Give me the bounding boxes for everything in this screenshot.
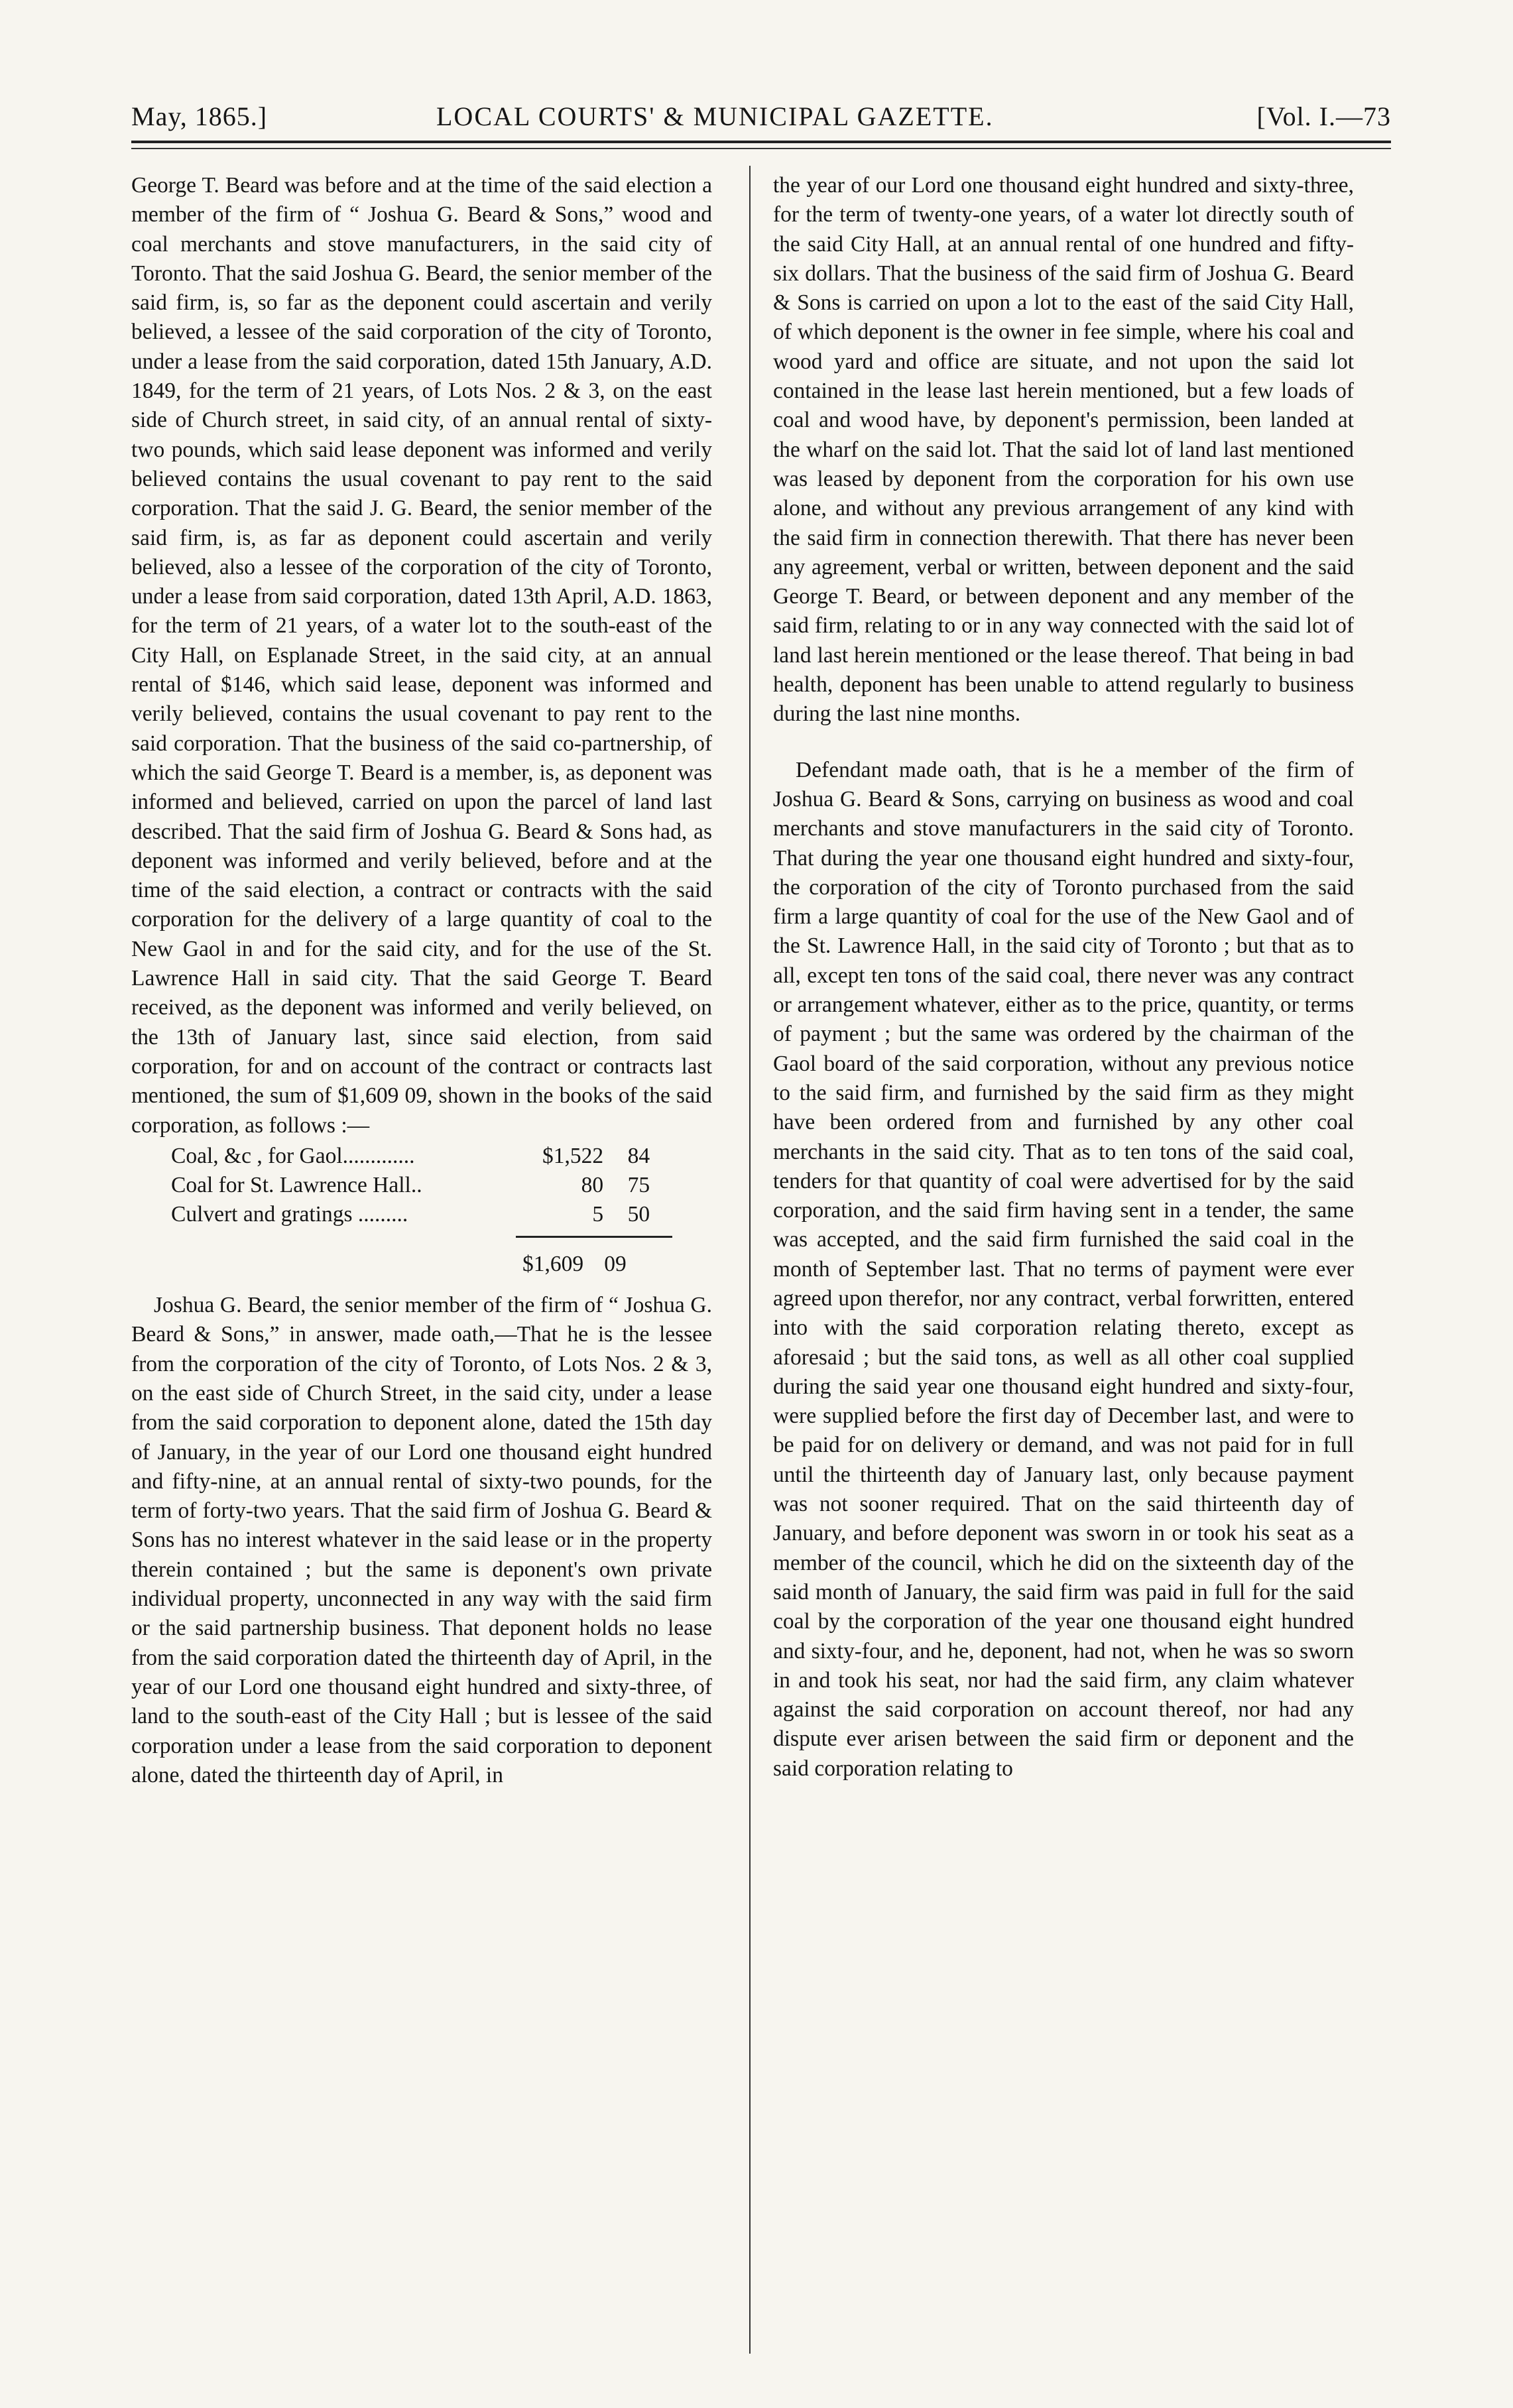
left-paragraph-2: Joshua G. Beard, the senior member of the firm of “ Joshua G. Beard & Sons,” in answer, made oath,—That he is the lessee from the corporation of the city of Toronto, of Lots Nos. 2 & 3, on the east side of Church Street, in the said city, under a lease from the said corporation to deponent alone, dated the 15th day of January, in the year of our Lord one thousand eight hundred and fifty-nine, at an annual rental of sixty-two pounds, for the term of forty-two years. That the said firm of Joshua G. Beard & Sons has no interest whatever in the said lease or in the property therein contained ; but the same is deponent's own private individual property, unconnected in any way with the said firm or the said partnership business. That deponent holds no lease from the said corporation dated the thirteenth day of April, in the year of our Lord one thousand eight hundred and sixty-three, of land to the south-east of the City Hall ; but is lessee of the said corporation under a lease from the said corporation to deponent alone, dated the thirteenth day of April, in	[131, 1293, 712, 1787]
sum-rule	[516, 1236, 672, 1238]
page-header	[131, 94, 1391, 147]
accounts-row	[171, 1171, 650, 1200]
left-paragraph-1: George T. Beard was before and at the time of the said election a member of the firm of “ Joshua G. Beard & Sons,” wood and coal merchants and stove manufacturers, in the said city of Toronto. That the said Joshua G. Beard, the senior member of the said firm, is, so far as the deponent could ascertain and verily believed, a lessee of the said corporation of the city of Toronto, under a lease from the said corporation, dated 15th January, A.D. 1849, for the term of 21 years, of Lots Nos. 2 & 3, on the east side of Church street, in said city, of an annual rental of sixty-two pounds, which said lease deponent was informed and verily believed contains the usual covenant to pay rent to the said corporation. That the said J. G. Beard, the senior member of the said firm, is, as far as deponent could ascertain and verily believed, also a lessee of the corporation of the city of Toronto, under a lease from said corporation, dated 13th April, A.D. 1863, for the term of 21 years, of a water lot to the south-east of the City Hall, on Esplanade Street, in the said city, at an annual rental of $146, which said lease, deponent was informed and verily believed, contains the usual covenant to pay rent to the said corporation. That the business of the said co-partnership, of which the said George T. Beard is a member, is, as deponent was informed and believed, carried on upon the parcel of land last described. That the said firm of Joshua G. Beard & Sons had, as deponent was informed and verily believed, before and at the time of the said election, a contract or contracts with the said corporation for the delivery of a large quantity of coal to the New Gaol in and for the said city, and for the use of the St. Lawrence Hall in said city. That the said George T. Beard received, as the deponent was informed and verily believed, on the 13th of January last, since said election, from said corporation, for and on account of the contract or contracts last mentioned, the sum of $1,609 09, shown in the books of the said corporation, as follows :—	[131, 173, 712, 1138]
header-date: May, 1865.]	[131, 101, 268, 131]
accounts-row	[171, 1142, 650, 1171]
right-paragraph-1: the year of our Lord one thousand eight hundred and sixty-three, for the term of twenty-one years, of a water lot directly south of the said City Hall, at an annual rental of one hundred and fifty-six dollars. That the business of the said firm of Joshua G. Beard & Sons is carried on upon a lot to the east of the said City Hall, of which deponent is the owner in fee simple, where his coal and wood yard and office are situate, and not upon the said lot contained in the lease last herein mentioned, but a few loads of coal and wood have, by deponent's permission, been landed at the wharf on the said lot. That the said lot of land last mentioned was leased by deponent from the corporation for his own use alone, and without any previous arrangement of any kind with the said firm in connection therewith. That there has never been any agreement, verbal or written, between deponent and the said George T. Beard, or between deponent and any member of the said firm, relating to or in any way connected with the said lot of land last herein mentioned or the lease thereof. That being in bad health, deponent has been unable to attend regularly to business during the last nine months.	[773, 173, 1354, 727]
account-dollars: 80	[581, 1172, 604, 1197]
total-dollars: $1,609	[522, 1251, 584, 1276]
account-cents: 75	[627, 1172, 650, 1197]
right-column	[773, 171, 1354, 2359]
left-column	[131, 171, 712, 2359]
accounts-row	[171, 1200, 650, 1229]
account-item: Coal for St. Lawrence Hall..	[171, 1172, 422, 1197]
account-item: Culvert and gratings .........	[171, 1201, 408, 1227]
account-item: Coal, &c , for Gaol.............	[171, 1143, 415, 1168]
total-cents: 09	[604, 1251, 627, 1276]
column-divider	[749, 166, 751, 2354]
header-rule-thin	[131, 148, 1391, 149]
accounts-total	[522, 1250, 712, 1279]
account-cents: 84	[627, 1143, 650, 1168]
header-rule-thick	[131, 141, 1391, 143]
header-publication-title: LOCAL COURTS' & MUNICIPAL GAZETTE.	[436, 101, 994, 131]
accounts-table	[171, 1142, 650, 1229]
account-dollars: $1,522	[542, 1143, 604, 1168]
header-volume-page: [Vol. I.—73	[1256, 101, 1391, 131]
right-paragraph-2: Defendant made oath, that is he a member of the firm of Joshua G. Beard & Sons, carrying on business as wood and coal merchants and stove manufacturers in the said city of Toronto. That during the year one thousand eight hundred and sixty-four, the corporation of the city of Toronto purchased from the said firm a large quantity of coal for the use of the New Gaol and of the St. Lawrence Hall, in the said city of Toronto ; but that as to all, except ten tons of the said coal, there never was any contract or arrangement whatever, either as to the price, quantity, or terms of payment ; but the same was ordered by the chairman of the Gaol board of the said corporation, without any previous notice to the said firm, and furnished by the said firm as they might have been ordered from and furnished by any other coal merchants in the said city. That as to ten tons of the said coal, tenders for that quantity of coal were advertised for by the said corporation, and the said firm having sent in a tender, the same was accepted, and the said firm furnished the said coal in the month of September last. That no terms of payment were ever agreed upon therefor, nor any contract, verbal forwritten, entered into with the said corporation relating thereto, except as aforesaid ; but the said tons, as well as all other coal supplied during the said year one thousand eight hundred and sixty-four, were supplied before the first day of December last, and were to be paid for on delivery or demand, and was not paid for in full until the thirteenth day of January last, only because payment was not sooner required. That on the said thirteenth day of January, and before deponent was sworn in or took his seat as a member of the council, which he did on the sixteenth day of the said month of January, the said firm was paid in full for the said coal by the corporation of the year one thousand eight hundred and sixty-four, and he, deponent, had not, when he was so sworn in and took his seat, nor had the said firm, any claim whatever against the said corporation on account thereof, nor had any dispute ever arisen between the said firm or deponent and the said corporation relating to	[773, 757, 1354, 1781]
account-cents: 50	[627, 1201, 650, 1227]
account-dollars: 5	[592, 1201, 604, 1227]
